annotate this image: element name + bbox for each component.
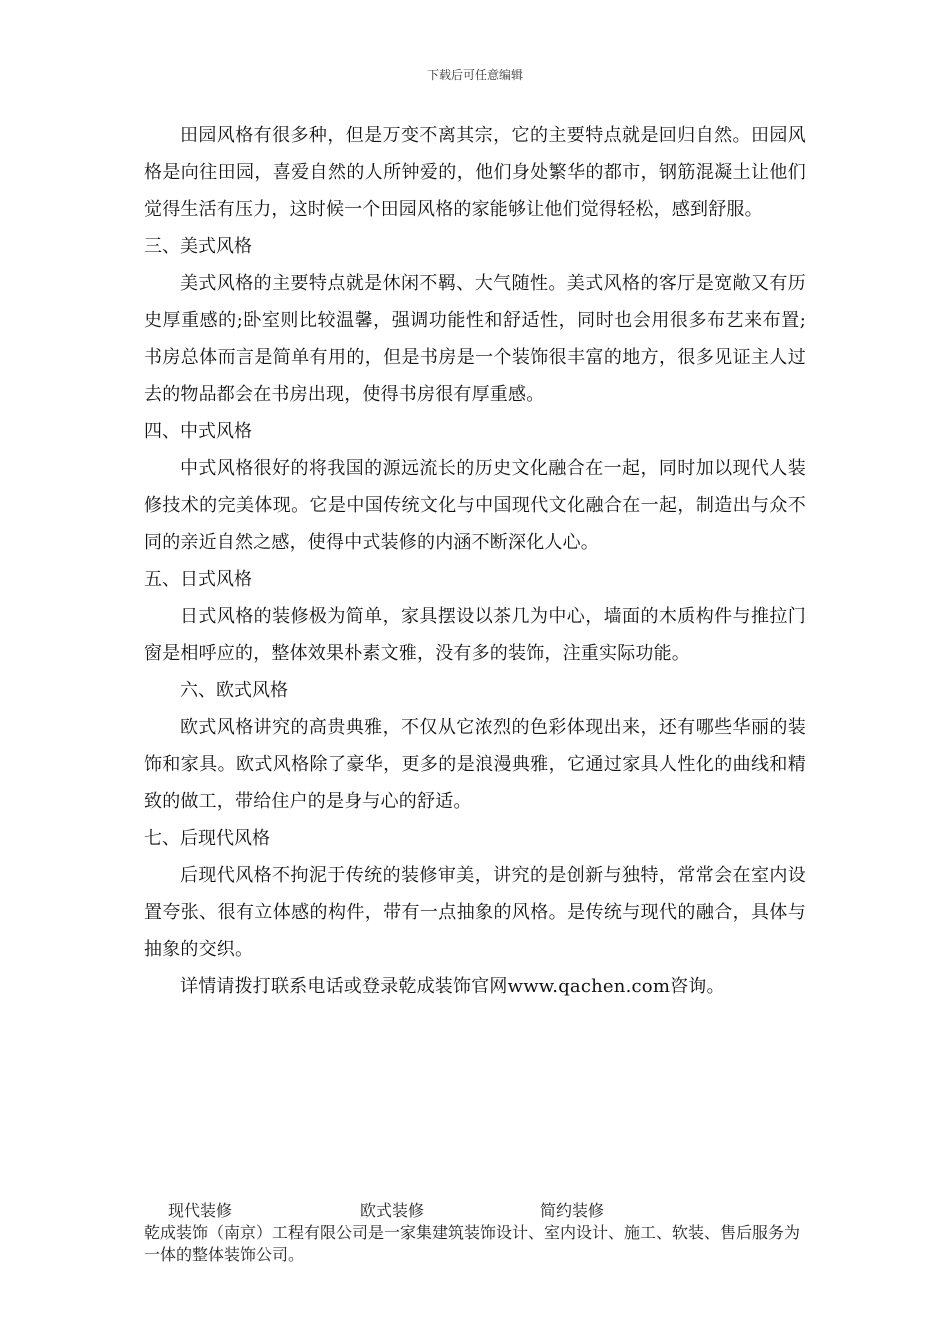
footer-link-modern[interactable]: 现代装修: [168, 1201, 233, 1220]
footer-company-description: 乾成装饰（南京）工程有限公司是一家集建筑装饰设计、室内设计、施工、软装、售后服务为一体的整体装饰公司。: [144, 1223, 801, 1264]
paragraph-pastoral-style: 田园风格有很多种，但是万变不离其宗，它的主要特点就是回归自然。田园风格是向往田园，喜爱自然的人所钟爱的，他们身处繁华的都市，钢筋混凝土让他们觉得生活有压力，这时候一个田园风格的家能够让他们觉得轻松，感到舒服。: [144, 125, 806, 220]
page-header-note: 下载后可任意编辑: [426, 68, 523, 82]
page-footer: [144, 1198, 806, 1266]
paragraph-european-style: 欧式风格讲究的高贵典雅，不仅从它浓烈的色彩体现出来，还有哪些华丽的装饰和家具。欧式风格除了豪华，更多的是浪漫典雅，它通过家具人性化的曲线和精致的做工，带给住户的是身与心的舒适。: [144, 717, 806, 812]
footer-links: [144, 1198, 806, 1222]
heading-european-style: 六、欧式风格: [180, 680, 288, 701]
paragraph-postmodern-style: 后现代风格不拘泥于传统的装修审美，讲究的是创新与独特，常常会在室内设置夸张、很有立体感的构件，带有一点抽象的风格。是传统与现代的融合，具体与抽象的交织。: [144, 865, 806, 960]
paragraph-american-style: 美式风格的主要特点就是休闲不羁、大气随性。美式风格的客厅是宽敞又有历史厚重感的;卧室则比较温馨，强调功能性和舒适性，同时也会用很多布艺来布置;书房总体而言是简单有用的，但是书房是一个装饰很丰富的地方，很多见证主人过去的物品都会在书房出现，使得书房很有厚重感。: [144, 273, 806, 405]
heading-chinese-style: 四、中式风格: [144, 421, 252, 442]
footer-link-minimalist[interactable]: 简约装修: [540, 1201, 605, 1220]
heading-postmodern-style: 七、后现代风格: [144, 828, 270, 849]
footer-link-european[interactable]: 欧式装修: [360, 1201, 425, 1220]
paragraph-contact-info: 详情请拨打联系电话或登录乾成装饰官网www.qachen.com咨询。: [180, 976, 725, 997]
document-body: [144, 117, 806, 1005]
paragraph-japanese-style: 日式风格的装修极为简单，家具摆设以茶几为中心，墙面的木质构件与推拉门窗是相呼应的，整体效果朴素文雅，没有多的装饰，注重实际功能。: [144, 606, 806, 664]
heading-japanese-style: 五、日式风格: [144, 569, 252, 590]
paragraph-chinese-style: 中式风格很好的将我国的源远流长的历史文化融合在一起，同时加以现代人装修技术的完美体现。它是中国传统文化与中国现代文化融合在一起，制造出与众不同的亲近自然之感，使得中式装修的内涵不断深化人心。: [144, 458, 806, 553]
heading-american-style: 三、美式风格: [144, 236, 252, 257]
